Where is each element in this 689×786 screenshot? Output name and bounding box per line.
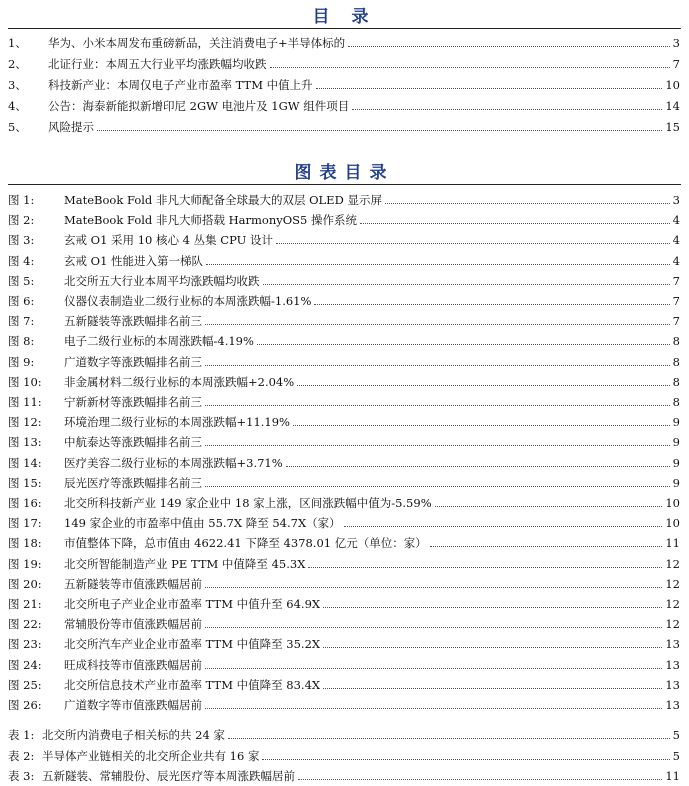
fig-entry[interactable]: [8, 249, 680, 268]
fig-entry-number: 图 10:: [8, 374, 42, 389]
fig-entry-page: 12: [665, 617, 680, 632]
fig-entry[interactable]: [8, 370, 680, 389]
fig-entry-title[interactable]: 非金属材料二级行业标的本周涨跌幅+2.04%: [64, 374, 295, 389]
fig-entry-number: 图 21:: [8, 597, 42, 611]
fig-entry-title[interactable]: 常辅股份等市值涨跌幅居前: [64, 617, 202, 632]
fig-entry-page: 11: [665, 536, 680, 551]
tab-entry-page: 5: [672, 728, 680, 742]
fig-entry-title[interactable]: MateBook Fold 非凡大师配备全球最大的双层 OLED 显示屏: [64, 193, 382, 207]
fig-entry-number: 图 16:: [8, 496, 42, 510]
fig-entry-page: 12: [665, 597, 680, 611]
fig-entry-title[interactable]: 电子二级行业标的本周涨跌幅-4.19%: [64, 334, 254, 349]
tab-entry-page: 5: [672, 748, 680, 763]
fig-entry-number: 图 14:: [8, 455, 42, 470]
fig-entry-page: 9: [672, 435, 680, 450]
toc-divider: [8, 28, 681, 29]
dot-leader: [257, 343, 670, 345]
fig-entry-title[interactable]: 市值整体下降，总市值由 4622.41 下降至 4378.01 亿元（单位：家）: [64, 536, 427, 551]
dot-leader: [228, 737, 670, 739]
fig-entry-page: 13: [665, 677, 680, 692]
toc-entry[interactable]: [8, 73, 680, 92]
fig-entry-page: 4: [672, 253, 680, 268]
fig-entry-number: 图 26:: [8, 698, 42, 712]
fig-entry-number: 图 18:: [8, 536, 42, 551]
fig-entry-page: 8: [672, 374, 680, 389]
toc-entry[interactable]: [8, 94, 680, 113]
fig-entry-page: 8: [672, 354, 680, 369]
fig-entry-title[interactable]: 广道数字等涨跌幅排名前三: [64, 354, 202, 369]
fig-entry[interactable]: [8, 451, 680, 470]
dot-leader: [323, 646, 662, 648]
fig-entry-number: 图 17:: [8, 516, 42, 531]
fig-entry[interactable]: [8, 612, 680, 631]
fig-entry-page: 12: [665, 556, 680, 571]
toc-title: 目 录: [312, 7, 377, 27]
dot-leader: [263, 283, 670, 285]
toc-entry-number: 4、: [8, 99, 27, 113]
fig-entry-title[interactable]: 中航泰达等涨跌幅排名前三: [64, 435, 202, 450]
dot-leader: [352, 108, 662, 110]
fig-entry-title[interactable]: 北交所五大行业本周平均涨跌幅均收跌: [64, 273, 260, 288]
fig-entry[interactable]: [8, 673, 680, 692]
toc-entry-page: 3: [672, 36, 680, 50]
fig-entry[interactable]: [8, 269, 680, 288]
fig-entry-title[interactable]: 玄戒 O1 采用 10 核心 4 丛集 CPU 设计: [64, 233, 273, 248]
fig-entry-number: 图 19:: [8, 556, 42, 571]
fig-entry[interactable]: [8, 208, 680, 227]
fig-entry-page: 7: [672, 294, 680, 308]
fig-entry-title[interactable]: 环境治理二级行业标的本周涨跌幅+11.19%: [64, 415, 290, 430]
toc-entry-title[interactable]: 风险提示: [48, 120, 94, 134]
fig-entry[interactable]: [8, 653, 680, 672]
toc-entry-title[interactable]: 科技新产业：本周仅电子产业市盈率 TTM 中值上升: [48, 78, 313, 92]
fig-entry[interactable]: [8, 471, 680, 490]
toc-entry[interactable]: [8, 31, 680, 50]
fig-entry-page: 9: [672, 455, 680, 470]
fig-entry-number: 图 11:: [8, 395, 42, 409]
fig-entry-title[interactable]: 北交所信息技术产业市盈率 TTM 中值降至 83.4X: [64, 677, 321, 692]
fig-entry-number: 图 8:: [8, 334, 35, 349]
dot-leader: [348, 45, 670, 47]
dot-leader: [206, 263, 670, 265]
dot-leader: [344, 525, 663, 527]
fig-entry-page: 13: [665, 637, 680, 652]
fig-entry[interactable]: [8, 552, 680, 571]
fig-entry[interactable]: [8, 309, 680, 328]
fig-entry-number: 图 15:: [8, 475, 42, 490]
fig-entry-title[interactable]: 旺成科技等市值涨跌幅居前: [64, 657, 202, 672]
fig-entry-number: 图 25:: [8, 677, 42, 692]
tab-entry-page: 11: [665, 769, 680, 783]
fig-entry[interactable]: [8, 572, 680, 591]
fig-entry-title[interactable]: 北交所汽车产业企业市盈率 TTM 中值降至 35.2X: [64, 637, 321, 652]
fig-entry-number: 图 2:: [8, 213, 35, 228]
dot-leader: [314, 303, 669, 305]
dot-leader: [205, 707, 662, 709]
toc-entry-title[interactable]: 公告：海泰新能拟新增印尼 2GW 电池片及 1GW 组件项目: [48, 99, 350, 113]
dot-leader: [385, 202, 670, 204]
fig-entry[interactable]: [8, 390, 680, 409]
fig-entry[interactable]: [8, 531, 680, 550]
fig-entry-number: 图 6:: [8, 294, 35, 308]
fig-entry[interactable]: [8, 188, 680, 207]
fig-entry[interactable]: [8, 289, 680, 308]
dot-leader: [360, 222, 670, 224]
fig-entry-page: 8: [672, 334, 680, 349]
fig-entry-title[interactable]: 广道数字等市值涨跌幅居前: [64, 698, 202, 712]
fig-entry-title[interactable]: 医疗美容二级行业标的本周涨跌幅+3.71%: [64, 455, 283, 470]
fig-entry-page: 12: [665, 576, 680, 591]
tab-entry-title[interactable]: 半导体产业链相关的北交所企业共有 16 家: [42, 748, 260, 763]
fig-entry[interactable]: [8, 491, 680, 510]
tab-entry[interactable]: [8, 744, 680, 763]
fig-entry[interactable]: [8, 329, 680, 348]
toc-entry[interactable]: [8, 115, 680, 134]
dot-leader: [205, 586, 662, 588]
fig-entry-number: 图 7:: [8, 314, 35, 329]
fig-entry-number: 图 12:: [8, 415, 42, 430]
dot-leader: [316, 87, 663, 89]
toc-entry-page: 14: [665, 99, 680, 113]
toc-entry-title[interactable]: 北证行业：本周五大行业平均涨跌幅均收跌: [48, 57, 267, 71]
dot-leader: [205, 323, 670, 325]
fig-entry-title[interactable]: 149 家企业的市盈率中值由 55.7X 降至 54.7X（家）: [64, 516, 341, 531]
dot-leader: [276, 242, 670, 244]
fig-entry-number: 图 9:: [8, 354, 35, 369]
fig-entry[interactable]: [8, 511, 680, 530]
toc-entry-number: 2、: [8, 57, 27, 71]
fig-entry-number: 图 13:: [8, 435, 42, 450]
dot-leader: [323, 687, 662, 689]
fig-entry-number: 图 3:: [8, 233, 35, 248]
fig-entry-number: 图 23:: [8, 637, 42, 652]
dot-leader: [430, 545, 663, 547]
fig-entry-title[interactable]: 五新隧装等市值涨跌幅居前: [64, 576, 202, 591]
fig-entry[interactable]: [8, 592, 680, 611]
toc-entry-title[interactable]: 华为、小米本周发布重磅新品，关注消费电子+半导体标的: [48, 36, 346, 50]
fig-entry-title[interactable]: 宁新新材等涨跌幅排名前三: [64, 395, 202, 409]
fig-entry-page: 13: [665, 657, 680, 672]
fig-entry-title[interactable]: 北交所智能制造产业 PE TTM 中值降至 45.3X: [64, 556, 306, 571]
tab-entry[interactable]: [8, 723, 680, 742]
fig-entry-page: 13: [665, 698, 680, 712]
dot-leader: [298, 778, 662, 780]
dot-leader: [205, 626, 662, 628]
figures-divider: [8, 184, 681, 185]
fig-entry-number: 图 20:: [8, 576, 42, 591]
fig-entry-page: 8: [672, 395, 680, 409]
dot-leader: [205, 364, 670, 366]
tab-entry-title[interactable]: 五新隧装、常辅股份、辰光医疗等本周涨跌幅居前: [42, 769, 295, 783]
fig-entry-title[interactable]: 辰光医疗等涨跌幅排名前三: [64, 475, 202, 490]
fig-entry-page: 10: [665, 516, 680, 531]
dot-leader: [97, 129, 662, 131]
fig-entry[interactable]: [8, 693, 680, 712]
fig-entry-number: 图 24:: [8, 657, 42, 672]
dot-leader: [205, 444, 670, 446]
figures-title: 图表目录: [294, 163, 395, 183]
fig-entry-title[interactable]: 仪器仪表制造业二级行业标的本周涨跌幅-1.61%: [64, 294, 312, 308]
dot-leader: [286, 465, 670, 467]
dot-leader: [270, 66, 670, 68]
fig-entry-number: 图 22:: [8, 617, 42, 632]
fig-entry-page: 9: [672, 475, 680, 490]
fig-entry-title[interactable]: 五新隧装等涨跌幅排名前三: [64, 314, 202, 329]
toc-entry-page: 7: [672, 57, 680, 71]
toc-entry[interactable]: [8, 52, 680, 71]
fig-entry[interactable]: [8, 228, 680, 247]
fig-entry[interactable]: [8, 632, 680, 651]
toc-entry-number: 5、: [8, 120, 27, 134]
fig-entry-title[interactable]: 北交所电子产业企业市盈率 TTM 中值升至 64.9X: [64, 597, 321, 611]
tab-entry[interactable]: [8, 764, 680, 783]
tab-entry-title[interactable]: 北交所内消费电子相关标的共 24 家: [42, 728, 225, 742]
tab-entry-number: 表 2:: [8, 748, 35, 763]
fig-entry-number: 图 1:: [8, 193, 35, 207]
tab-entry-number: 表 1:: [8, 728, 35, 742]
dot-leader: [293, 424, 670, 426]
fig-entry-title[interactable]: 北交所科技新产业 149 家企业中 18 家上涨，区间涨跌幅中值为-5.59%: [64, 496, 432, 510]
fig-entry-number: 图 4:: [8, 253, 35, 268]
dot-leader: [297, 384, 670, 386]
dot-leader: [205, 667, 662, 669]
fig-entry-page: 10: [665, 496, 680, 510]
toc-entry-page: 15: [665, 120, 680, 134]
fig-entry-page: 3: [672, 193, 680, 207]
dot-leader: [262, 758, 669, 760]
dot-leader: [308, 566, 662, 568]
fig-entry-page: 9: [672, 415, 680, 430]
fig-entry-page: 4: [672, 213, 680, 228]
fig-entry-page: 7: [672, 273, 680, 288]
toc-entry-page: 10: [665, 78, 680, 92]
toc-entry-number: 3、: [8, 78, 27, 92]
fig-entry-page: 7: [672, 314, 680, 329]
fig-entry-page: 4: [672, 233, 680, 248]
toc-entry-number: 1、: [8, 36, 27, 50]
fig-entry-title[interactable]: 玄戒 O1 性能进入第一梯队: [64, 253, 204, 268]
tab-entry-number: 表 3:: [8, 769, 35, 783]
fig-entry-number: 图 5:: [8, 273, 35, 288]
dot-leader: [205, 485, 670, 487]
dot-leader: [205, 404, 670, 406]
dot-leader: [323, 606, 662, 608]
fig-entry-title[interactable]: MateBook Fold 非凡大师搭载 HarmonyOS5 操作系统: [64, 213, 357, 228]
fig-entry[interactable]: [8, 410, 680, 429]
dot-leader: [435, 505, 663, 507]
fig-entry[interactable]: [8, 350, 680, 369]
fig-entry[interactable]: [8, 430, 680, 449]
